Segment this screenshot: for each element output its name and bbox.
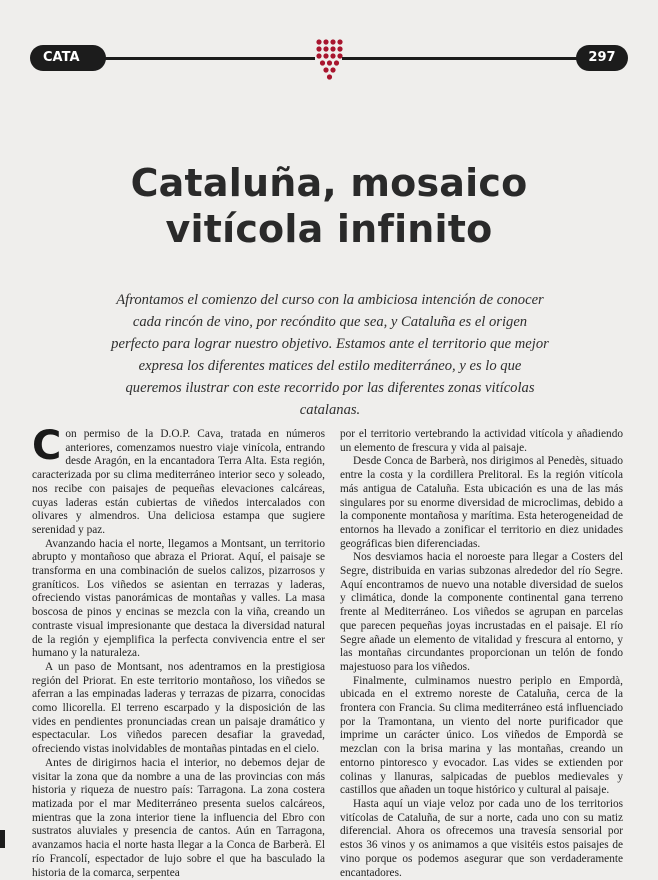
body-paragraph: Desde Conca de Barberà, nos dirigimos al Penedès, situado entre la costa y la cordillera Prelitoral. Es la región vitícola más antigua de Cataluña. Esta ubicación es una de las más singulares por su enorme diversidad de microclimas, debido a la componente montañosa y marítima. Esta heterogeneidad de entornos ha llevado a zonificar el territorio en diez unidades geográficas bien diferenciadas. — [340, 455, 623, 550]
page-number-tab — [576, 45, 628, 71]
body-column-right — [340, 428, 623, 880]
body-paragraph: Avanzando hacia el norte, llegamos a Montsant, un territorio abrupto y montañoso que abraza el Priorat. Aquí, el paisaje se transforma en una combinación de suelos calizos, pizarrosos y graníticos. Los viñedos se asientan en terrazas y laderas, ofreciendo vistas panorámicas de montañas y valles. La masa boscosa de pinos y encinas se mezcla con la viña, creando un contraste visual impresionante que destaca la diversidad natural de la región y ejemplifica la perfecta convivencia entre el ser humano y la naturaleza. — [32, 537, 325, 660]
body-paragraph: Nos desviamos hacia el noroeste para llegar a Costers del Segre, distribuida en varias subzonas alrededor del río Segre. Aquí encontramos de nuevo una notable diversidad de suelos y climática, donde la componente continental gana terreno frente al Mediterráneo. Los viñedos se agrupan en parcelas que parecen pequeñas joyas incrustadas en el paisaje. El río Segre añade un elemento de vitalidad y frescura al entorno, y las montañas circundantes proporcionan un telón de fondo majestuoso para los viñedos. — [340, 551, 623, 673]
body-column-left — [32, 423, 325, 880]
header-rule-right — [342, 57, 582, 60]
section-label: CATA — [43, 50, 80, 65]
body-paragraph: A un paso de Montsant, nos adentramos en la prestigiosa región del Priorat. En este territorio montañoso, los viñedos se aferran a las empinadas laderas y terrazas de pizarra, conocidas como llicorella. El terreno escarpado y la disposición de las vides en pendientes pronunciadas crean un paisaje dramático y espectacular. Los viñedos parecen desafiar la gravedad, ofreciendo vistas inolvidables de montañas pintadas en el cielo. — [32, 660, 325, 756]
grape-dots-icon — [314, 37, 344, 81]
body-paragraph: Antes de dirigirnos hacia el interior, no debemos dejar de visitar la zona que da nombre a una de las provincias con más historia y riqueza de nuestro país: Tarragona. La zona costera matizada por el mar Mediterráneo presenta suelos calcáreos, mientras que la zona interior tiene la influencia del Ebro con sustratos aluviales y presencia de cantos. Aún en Tarragona, avanzamos hacia el norte hasta llegar a la Conca de Barberà. El río Francolí, espectador de lujo sobre el que ha basculado la historia de la comarca, serpentea — [32, 756, 325, 879]
page-number: 297 — [588, 50, 616, 65]
body-paragraph: por el territorio vertebrando la actividad vitícola y añadiendo un elemento de frescura y vida al paisaje. — [340, 428, 623, 454]
title-line-1: Cataluña, mosaico — [130, 161, 528, 205]
body-paragraph — [32, 423, 325, 538]
body-paragraph: Finalmente, culminamos nuestro periplo en Empordà, ubicada en el extremo noreste de Cataluña, cerca de la frontera con Francia. Su clima mediterráneo está influenciado por la Tramontana, un viento del norte purificador que imprime un carácter único. Los viñedos de Empordà se mezclan con la brisa marina y las montañas, creando un entorno pintoresco y evocador. Las vides se extienden por colinas y llanuras, salpicadas de pueblos medievales y castillos que añaden un toque histórico y cultural al paisaje. — [340, 674, 623, 797]
section-tab — [30, 45, 106, 71]
page-corner-mark — [0, 830, 5, 848]
drop-cap: C — [32, 423, 62, 469]
paragraph-text: on permiso de la D.O.P. Cava, tratada en números anteriores, comenzamos nuestro viaje vinícola, entrando desde Aragón, en la encantadora Terra Alta. Esta región, caracterizada por su clima mediterráneo interior seco y soleado, nos recibe con paisajes de pequeñas elevaciones calcáreas, cuyas laderas están cubiertas de viñedos intercalados con olivares y almendros. Una deliciosa estampa que sugiere serenidad y paz. — [32, 428, 325, 536]
body-paragraph: Hasta aquí un viaje veloz por cada uno de los territorios vitícolas de Cataluña, de sur a norte, cada uno con su matiz diferencial. Ahora os ofrecemos una travesía sensorial por estos 36 vinos y os animamos a que visitéis estos paisajes de vino porque os podemos asegurar que son verdaderamente encantadores. — [340, 797, 623, 879]
title-line-2: vitícola infinito — [165, 207, 493, 251]
article-title — [0, 160, 658, 252]
page-header — [30, 45, 628, 71]
header-rule-left — [100, 57, 315, 60]
article-intro: Afrontamos el comienzo del curso con la ambiciosa intención de conocer cada rincón de vino, por recóndito que sea, y Cataluña es el origen perfecto para lograr nuestro objetivo. Estamos ante el territorio que mejor expresa los diferentes matices del estilo mediterráneo, y es lo que queremos ilustrar con este recorrido por las diferentes zonas vitícolas catalanas. — [111, 292, 549, 418]
